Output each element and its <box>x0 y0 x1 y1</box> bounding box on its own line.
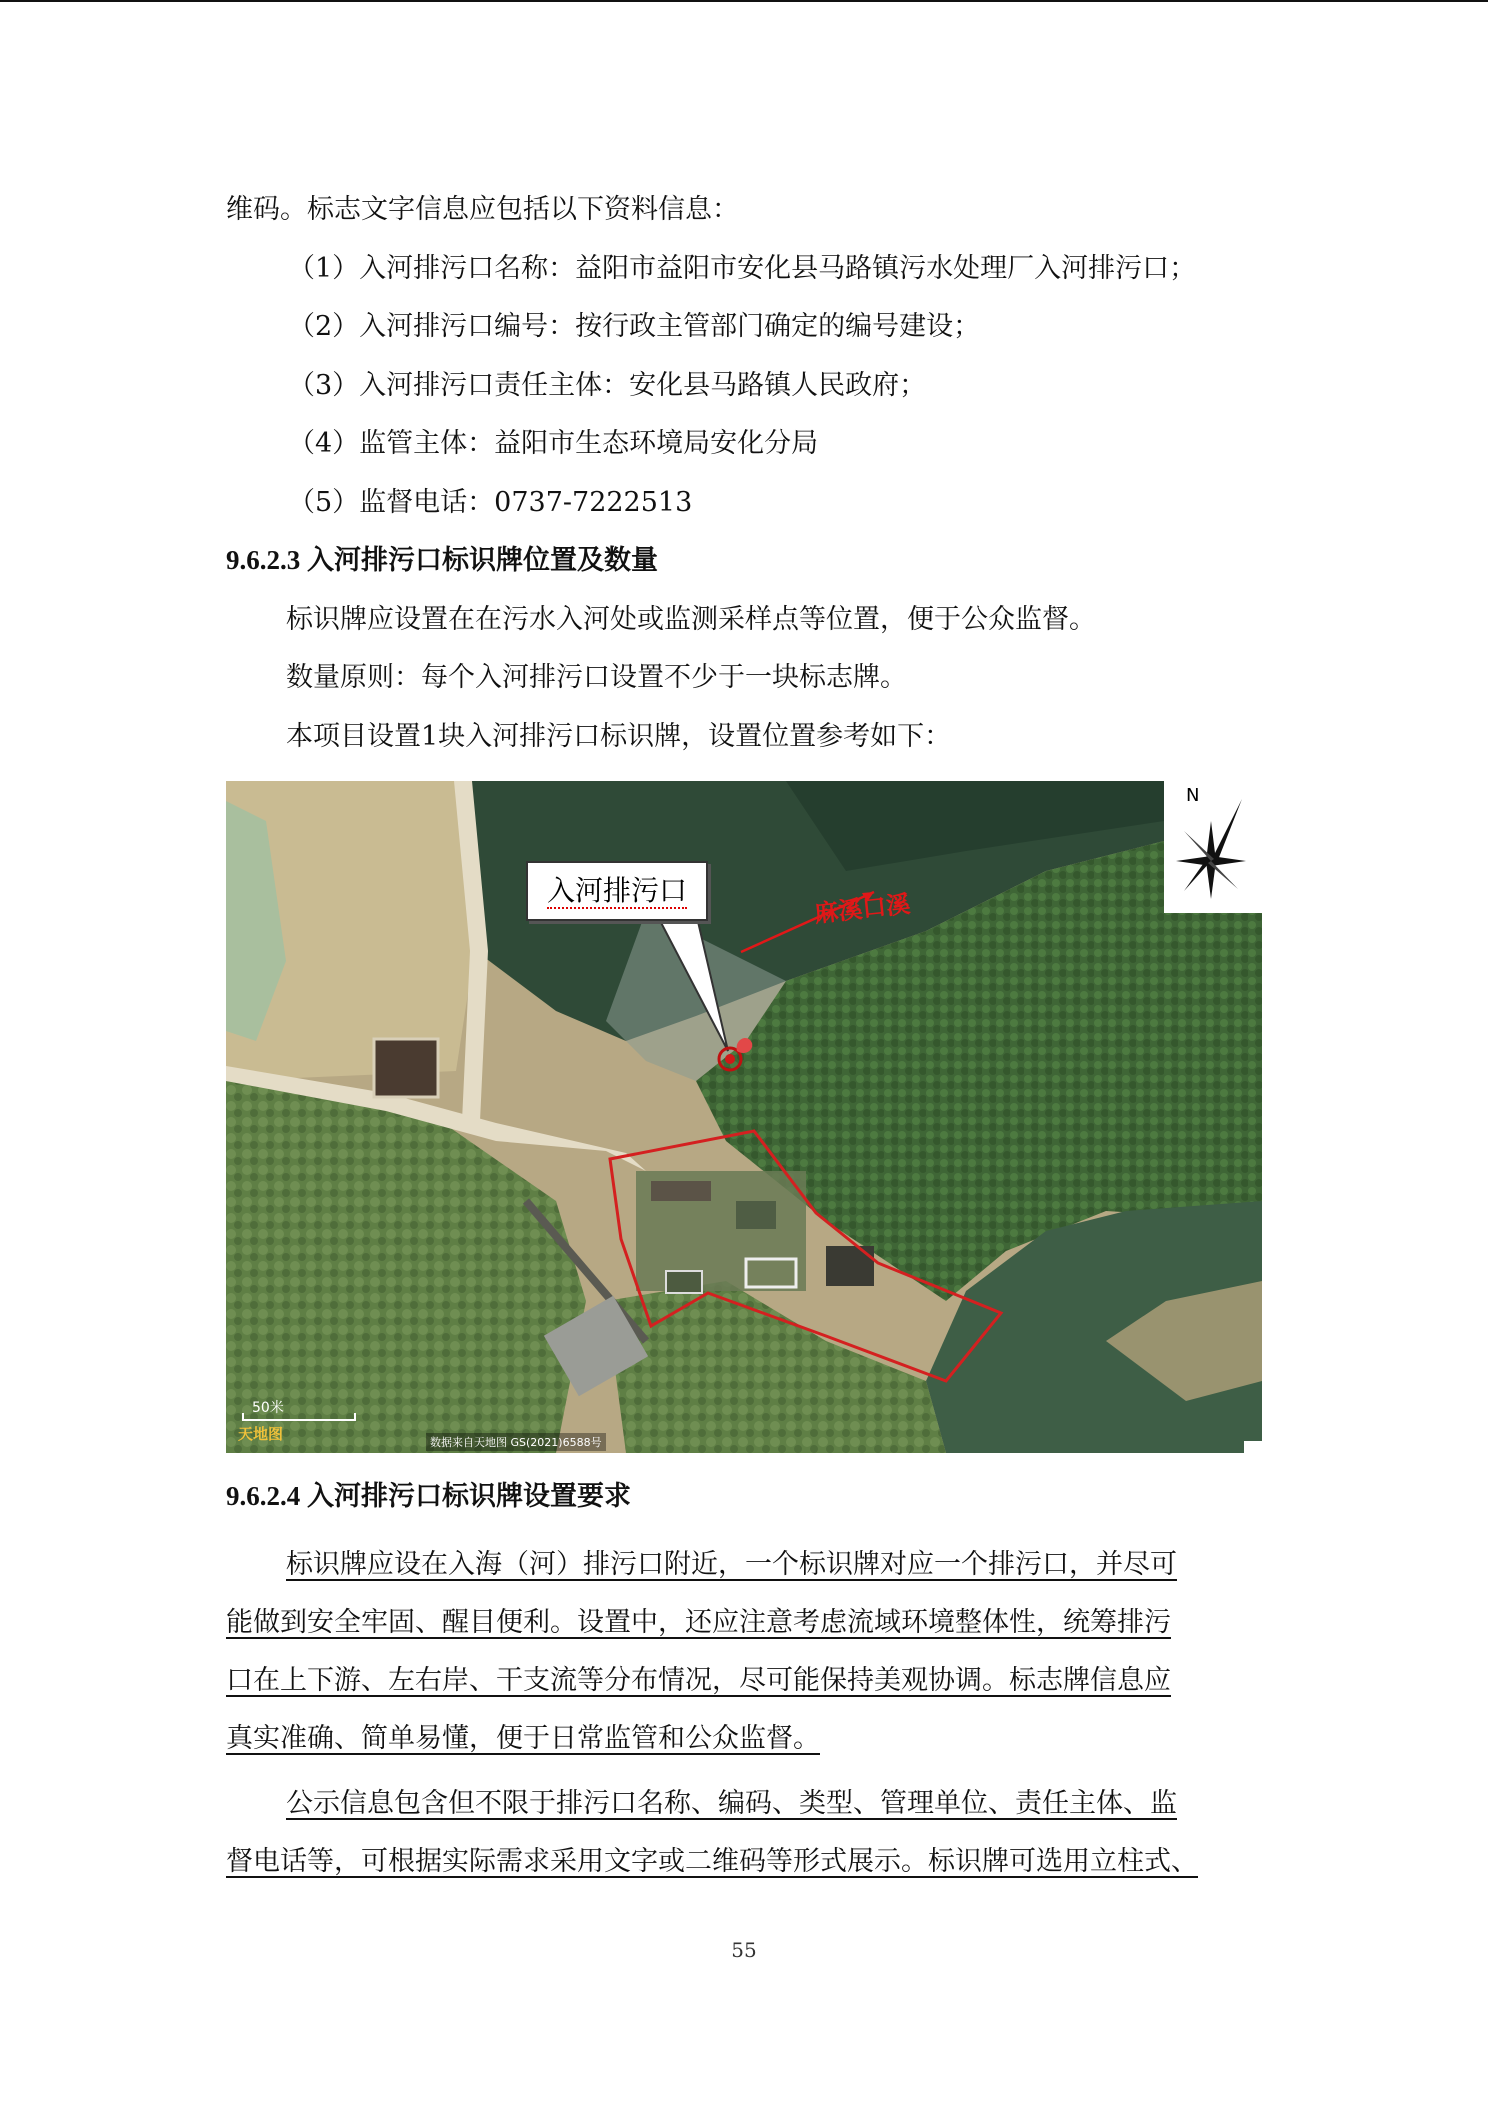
scale-label: 50米 <box>252 1400 284 1416</box>
requirement-line-3: 口在上下游、左右岸、干支流等分布情况，尽可能保持美观协调。标志牌信息应 <box>226 1665 1171 1696</box>
section-heading-9624: 9.6.2.4 入河排污口标识牌设置要求 <box>226 1481 631 1511</box>
page-top-border <box>0 0 1488 2</box>
section-heading-9623: 9.6.2.3 入河排污口标识牌位置及数量 <box>226 545 658 575</box>
list-item-phone: （5）监督电话：0737-7222513 <box>288 487 693 518</box>
compass-north-label: N <box>1186 785 1200 806</box>
paragraph-quantity: 数量原则：每个入河排污口设置不少于一块标志牌。 <box>286 662 907 693</box>
paragraph-project: 本项目设置1块入河排污口标识牌，设置位置参考如下： <box>286 721 952 752</box>
publicity-line-2: 督电话等，可根据实际需求采用文字或二维码等形式展示。标识牌可选用立柱式、 <box>226 1846 1198 1877</box>
list-item-responsible: （3）入河排污口责任主体：安化县马路镇人民政府； <box>288 370 927 401</box>
page-number: 55 <box>731 1938 757 1962</box>
publicity-line-1: 公示信息包含但不限于排污口名称、编码、类型、管理单位、责任主体、监 <box>286 1788 1177 1819</box>
flow-direction-label: 麻溪口溪 <box>813 890 912 928</box>
paragraph-location: 标识牌应设置在在污水入河处或监测采样点等位置，便于公众监督。 <box>286 604 1096 635</box>
compass <box>1164 781 1262 913</box>
callout-label: 入河排污口 <box>546 874 687 907</box>
scale-bar <box>242 1413 356 1421</box>
satellite-map <box>226 781 1262 1453</box>
compass-rose-icon <box>1164 781 1262 913</box>
map-imagery <box>226 781 1262 1453</box>
map-credit: 数据来自天地图 GS(2021)6588号 <box>426 1433 606 1451</box>
map-logo: 天地图 <box>238 1425 284 1443</box>
list-item-name: （1）入河排污口名称：益阳市益阳市安化县马路镇污水处理厂入河排污口； <box>288 253 1197 284</box>
requirement-line-2: 能做到安全牢固、醒目便利。设置中，还应注意考虑流域环境整体性，统筹排污 <box>226 1607 1171 1638</box>
building-left <box>374 1039 438 1097</box>
outfall-callout <box>526 861 708 921</box>
list-item-number: （2）入河排污口编号：按行政主管部门确定的编号建设； <box>288 311 981 342</box>
list-item-supervisor: （4）监管主体：益阳市生态环境局安化分局 <box>288 428 819 459</box>
requirement-line-4: 真实准确、简单易懂，便于日常监管和公众监督。 <box>226 1723 820 1754</box>
requirement-line-1: 标识牌应设在入海（河）排污口附近，一个标识牌对应一个排污口，并尽可 <box>286 1549 1177 1580</box>
intro-line: 维码。标志文字信息应包括以下资料信息： <box>226 194 739 225</box>
